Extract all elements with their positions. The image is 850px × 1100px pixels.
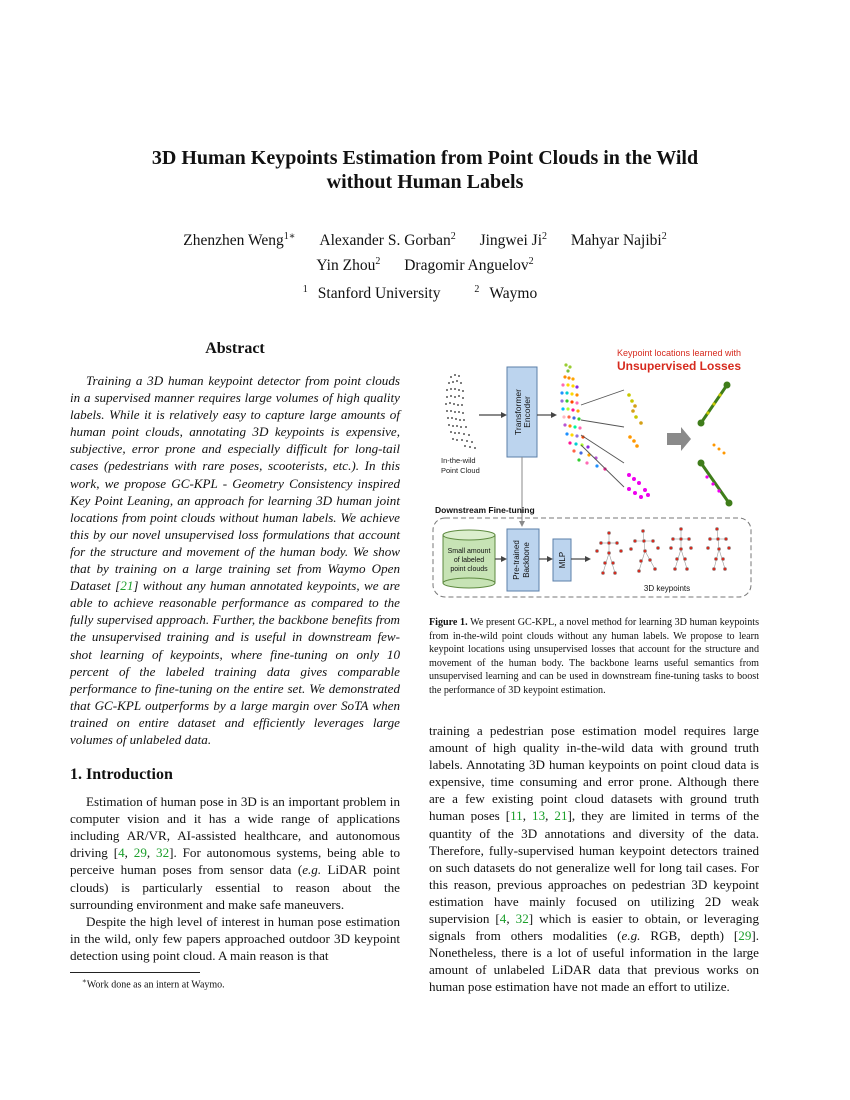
- citation-link[interactable]: 29: [738, 928, 752, 944]
- author: Yin Zhou$^2$: [316, 256, 381, 275]
- citation-link[interactable]: 21: [554, 808, 568, 824]
- intro-paragraph: Despite the high level of interest in human pose estimation in the wild, only few papers approached outdoor 3D keypoint detection using point cloud. A main reason is that: [70, 913, 400, 963]
- cylinder-label: of labeled: [453, 557, 485, 564]
- mlp-label: MLP: [558, 551, 567, 569]
- arrowhead-icon: [519, 521, 525, 527]
- keypoints-label: 3D keypoints: [643, 584, 691, 593]
- arrowhead-icon: [501, 556, 507, 562]
- cylinder-label: point clouds: [450, 566, 488, 573]
- learned-skeleton: [698, 382, 733, 507]
- input-point-cloud: [445, 374, 476, 449]
- arrowhead-icon: [501, 412, 507, 418]
- abstract-body: Training a 3D human keypoint detector from point clouds in a supervised manner requires large volumes of high quality labels. While it is relatively easy to capture large amounts of human point clouds, annotating 3D keypoints is expensive, subjective, error prone and especially difficult for long-tail cases (pedestrians with rare poses, scooterists, etc.). In this work, we propose GC-KPL - Geometry Consistency inspired Key Point Leaning, an approach for learning 3D human joint locations from point clouds without human labels. We achieve this by our novel unsupervised loss formulations that account for the structure and movement of the human body. We show that by training on a large training set from Waymo Open Dataset [21] without any human annotated keypoints, we are able to achieve reasonable performance as compared to the fully supervised approach. Further, the backbone benefits from the unsupervised training and is useful in downstream few-shot learning of keypoints, where fine-tuning on only 10 percent of the labeled training data gives comparable performance to fine-tuning on the entire set. We demonstrated that GC-KPL outperforms by a large margin over SoTA when trained on entire dataset and efficiently leverages large volumes of unlabeled data.: [70, 373, 400, 747]
- author-list: [120, 226, 730, 276]
- citation-link[interactable]: 21: [120, 578, 134, 594]
- transition-arrow-icon: [667, 427, 691, 451]
- citation-link[interactable]: 32: [515, 911, 529, 927]
- downstream-label: Downstream Fine-tuning: [435, 505, 535, 515]
- segmented-point-cloud: [560, 363, 606, 470]
- input-label: Point Cloud: [441, 466, 480, 475]
- figure-label-small: Keypoint locations learned with: [616, 348, 742, 358]
- backbone-label: Pre-trained: [512, 540, 521, 580]
- figure-caption: Figure 1. We present GC-KPL, a novel method for learning 3D human keypoints from in-the-wild point clouds without any human labels. We propose to learn keypoint locations using unsupervised losses that account for the structure and movement of the human body. The backbone learns useful semantics from unsupervised learning and can be used in downstream fine-tuning tasks to boost the performance of 3D keypoint estimation.: [429, 617, 759, 696]
- citation-link[interactable]: 13: [532, 808, 546, 824]
- footnote: ∗Work done as an intern at Waymo.: [82, 977, 225, 991]
- author: Jingwei Ji$^2$: [479, 231, 548, 250]
- affiliation: $^2$ Waymo: [474, 284, 538, 303]
- paper-title: 3D Human Keypoints Estimation from Point Clouds in the Wild without Human Labels: [151, 147, 699, 193]
- figure-1: [429, 345, 759, 603]
- keypoint-arrows: [581, 390, 624, 487]
- intro-paragraph: training a pedestrian pose estimation model requires large amount of high quality in-the-wild data with ground truth labels. Annotating 3D human keypoints on point cloud data is expensive, time consuming and error prone. Although there are a few existing point cloud datasets with ground truth human poses [11, 13, 21], they are limited in terms of the quantity of the 3D annotations and diversity of the data. Therefore, fully-supervised human keypoint detectors trained on such datasets do not generalize well for long tail cases. For this reason, previous approaches on pedestrian 3D keypoint estimation have mainly focused on utilizing 2D weak supervision [4, 32] which is easier to obtain, or leveraging signals from others modalities (e.g. RGB, depth) [29]. Nonetheless, there is a lot of useful information in the large amount of unlabeled LiDAR data that previous works on human pose estimation have not made an effort to utilize.: [429, 723, 760, 995]
- author: Mahyar Najibi$^2$: [570, 231, 667, 250]
- section-heading: 1. Introduction: [70, 766, 173, 784]
- right-column: [429, 722, 759, 996]
- output-skeletons: [595, 527, 730, 574]
- citation-link[interactable]: 11: [510, 808, 523, 824]
- citation-link[interactable]: 4: [499, 911, 507, 927]
- arrowhead-icon: [585, 556, 591, 562]
- figure-label-big: Unsupervised Losses: [616, 359, 742, 373]
- predicted-keypoints: [627, 393, 650, 499]
- backbone-label: Backbone: [522, 542, 531, 578]
- affiliations: [120, 284, 730, 303]
- author: Alexander S. Gorban$^2$: [319, 231, 456, 250]
- arrowhead-icon: [551, 412, 557, 418]
- encoder-label: Encoder: [522, 396, 532, 428]
- citation-link[interactable]: 4: [118, 845, 125, 861]
- input-label: In-the-wild: [441, 456, 476, 465]
- affiliation: $^1$ Stanford University: [302, 284, 441, 303]
- footnote-rule: [70, 972, 200, 973]
- citation-link[interactable]: 32: [156, 845, 170, 861]
- encoder-label: Transformer: [513, 389, 523, 435]
- left-column: [70, 340, 400, 964]
- author: Zhenzhen Weng$^{1∗}$: [183, 231, 296, 250]
- author: Dragomir Anguelov$^2$: [404, 256, 534, 275]
- citation-link[interactable]: 29: [133, 845, 147, 861]
- arrowhead-icon: [547, 556, 553, 562]
- cylinder-label: Small amount: [447, 548, 491, 555]
- intro-paragraph: Estimation of human pose in 3D is an important problem in computer vision and it has a wide range of applications including AR/VR, AI-assisted healthcare, and autonomous driving [4, 29, 32]. For autonomous systems, being able to perceive human poses from sensor data (e.g. LiDAR point clouds) is particularly essential to reason about the surrounding environment and make safe maneuvers.: [70, 794, 401, 912]
- abstract-heading: Abstract: [205, 340, 265, 357]
